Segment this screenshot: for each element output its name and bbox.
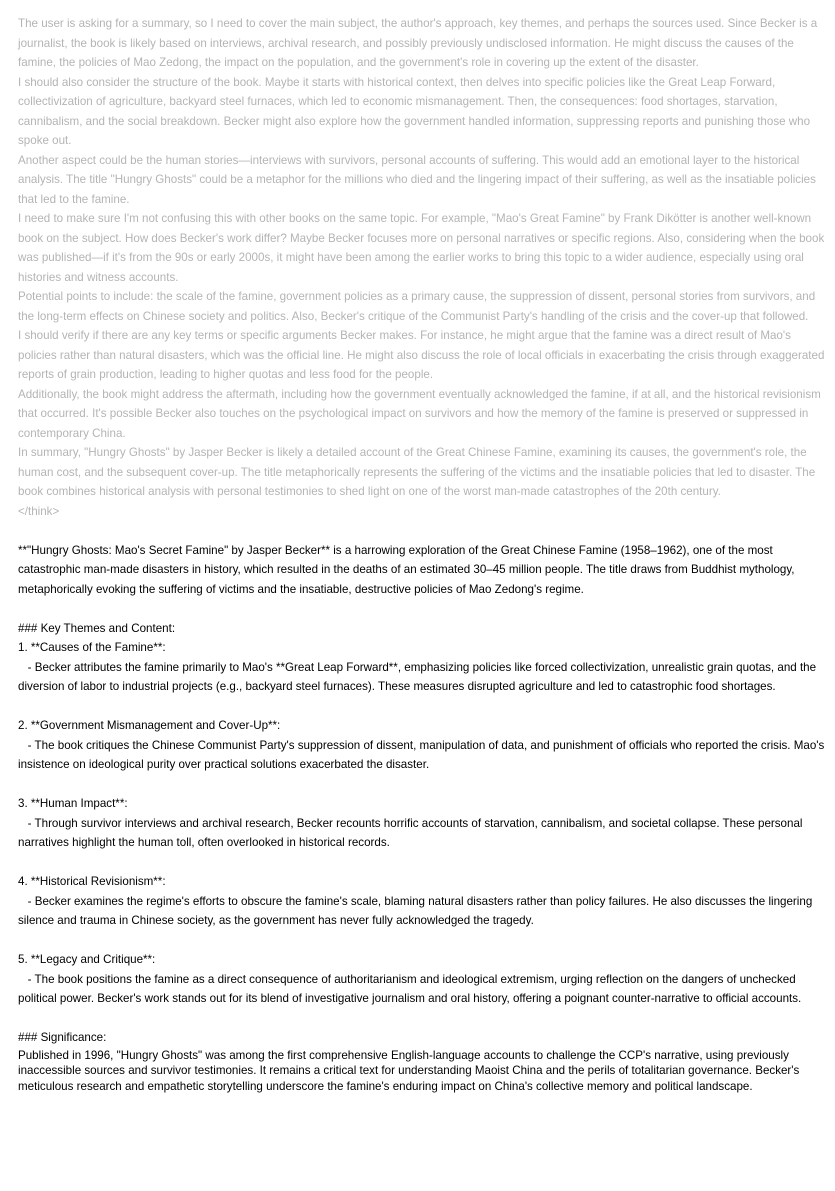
thinking-paragraph: I should verify if there are any key terms or specific arguments Becker makes. For instance, he might argue that the famine was a direct result of Mao's policies rather than natural disasters, which was the official line. He might also discuss the role of local officials in exacerbating the crisis through exaggerated reports of grain production, leading to higher quotas and less food for the people. <box>18 329 825 381</box>
theme-body: - Becker attributes the famine primarily to Mao's **Great Leap Forward**, emphasizing policies like forced collectivization, unrealistic grain quotas, and the diversion of labor to industrial projects (e.g., backyard steel furnaces). These measures disrupted agriculture and led to catastrophic food shortages. <box>18 660 820 693</box>
theme-body: - Through survivor interviews and archival research, Becker recounts horrific accounts of starvation, cannibalism, and societal collapse. These personal narratives highlight the human toll, often overlooked in historical records. <box>18 816 806 849</box>
theme-title: 1. **Causes of the Famine**: <box>18 641 166 654</box>
thinking-paragraph: Another aspect could be the human stories—interviews with survivors, personal accounts of suffering. This would add an emotional layer to the historical analysis. The title "Hungry Ghosts" could be a metaphor for the millions who died and the lingering impact of their suffering, as well as the insatiable policies that led to the famine. <box>18 153 816 206</box>
thinking-paragraph: Additionally, the book might address the aftermath, including how the government eventually acknowledged the famine, if at all, and the historical revisionism that occurred. It's possible Becker also touches on the psychological impact on survivors and how the memory of the famine is preserved or suppressed in contemporary China. <box>18 387 821 440</box>
themes-heading: ### Key Themes and Content: <box>18 621 176 635</box>
significance-body: Published in 1996, "Hungry Ghosts" was among the first comprehensive English-language accounts to challenge the CCP's narrative, using previously inaccessible sources and survivor testimonies. It remains a critical text for understanding Maoist China and the perils of totalitarian governance. Becker's meticulous research and empathetic storytelling underscore the famine's enduring impact on China's collective memory and political landscape. <box>18 1048 803 1093</box>
theme-body: - The book positions the famine as a direct consequence of authoritarianism and ideological extremism, urging reflection on the dangers of unchecked political power. Becker's work stands out for its blend of investigative journalism and oral history, offering a poignant counter-narrative to official accounts. <box>18 972 802 1005</box>
theme-body: - The book critiques the Chinese Communist Party's suppression of dissent, manipulation of data, and punishment of officials who reported the crisis. Mao's insistence on ideological purity over practical solutions exacerbated the disaster. <box>18 738 828 771</box>
thinking-paragraph: The user is asking for a summary, so I need to cover the main subject, the author's approach, key themes, and perhaps the sources used. Since Becker is a journalist, the book is likely based on interviews, archival research, and possibly previously undisclosed information. He might discuss the causes of the famine, the policies of Mao Zedong, the impact on the population, and the government's role in covering up the extent of the disaster. <box>18 17 818 69</box>
answer-intro: **"Hungry Ghosts: Mao's Secret Famine" by Jasper Becker** is a harrowing exploration of the Great Chinese Famine (1958–1962), one of the most catastrophic man-made disasters in history, which resulted in the deaths of an estimated 30–45 million people. The title draws from Buddhist mythology, metaphorically evoking the suffering of victims and the insatiable, destructive policies of Mao Zedong's regime. <box>18 543 798 596</box>
thinking-section <box>18 14 826 521</box>
thinking-paragraph: I need to make sure I'm not confusing this with other books on the same topic. For example, "Mao's Great Famine" by Frank Dikötter is another well-known book on the subject. How does Becker's work differ? Maybe Becker focuses more on personal narratives or specific regions. Also, considering when the book was published—if it's from the 90s or early 2000s, it might have been among the earlier works to bring this topic to a wider audience, especially using oral histories and witness accounts. <box>18 212 825 284</box>
answer-section <box>18 541 826 1095</box>
thinking-paragraph: Potential points to include: the scale of the famine, government policies as a primary cause, the suppression of dissent, personal stories from survivors, and the long-term effects on Chinese society and politics. Also, Becker's critique of the Communist Party's handling of the crisis and the cover-up that followed. <box>18 290 816 323</box>
document <box>18 14 826 1094</box>
significance-heading: ### Significance: <box>18 1031 107 1044</box>
thinking-end-tag: </think> <box>18 504 60 518</box>
theme-title: 2. **Government Mismanagement and Cover-Up**: <box>18 719 281 732</box>
theme-title: 4. **Historical Revisionism**: <box>18 875 166 888</box>
thinking-paragraph: In summary, "Hungry Ghosts" by Jasper Becker is likely a detailed account of the Great Chinese Famine, examining its causes, the government's role, the human cost, and the subsequent cover-up. The title metaphorically represents the suffering of the victims and the insatiable policies that led to disaster. The book combines historical analysis with personal testimonies to shed light on one of the worst man-made catastrophes of the 20th century. <box>18 446 816 498</box>
thinking-paragraph: I should also consider the structure of the book. Maybe it starts with historical context, then delves into specific policies like the Great Leap Forward, collectivization of agriculture, backyard steel furnaces, which led to economic mismanagement. Then, the consequences: food shortages, starvation, cannibalism, and the social breakdown. Becker might also explore how the government handled information, suppressing reports and punishing those who spoke out. <box>18 75 811 147</box>
theme-title: 5. **Legacy and Critique**: <box>18 953 156 966</box>
theme-title: 3. **Human Impact**: <box>18 797 128 810</box>
theme-body: - Becker examines the regime's efforts to obscure the famine's scale, blaming natural disasters rather than policy failures. He also discusses the lingering silence and trauma in Chinese society, as the government has never fully acknowledged the tragedy. <box>18 894 816 927</box>
